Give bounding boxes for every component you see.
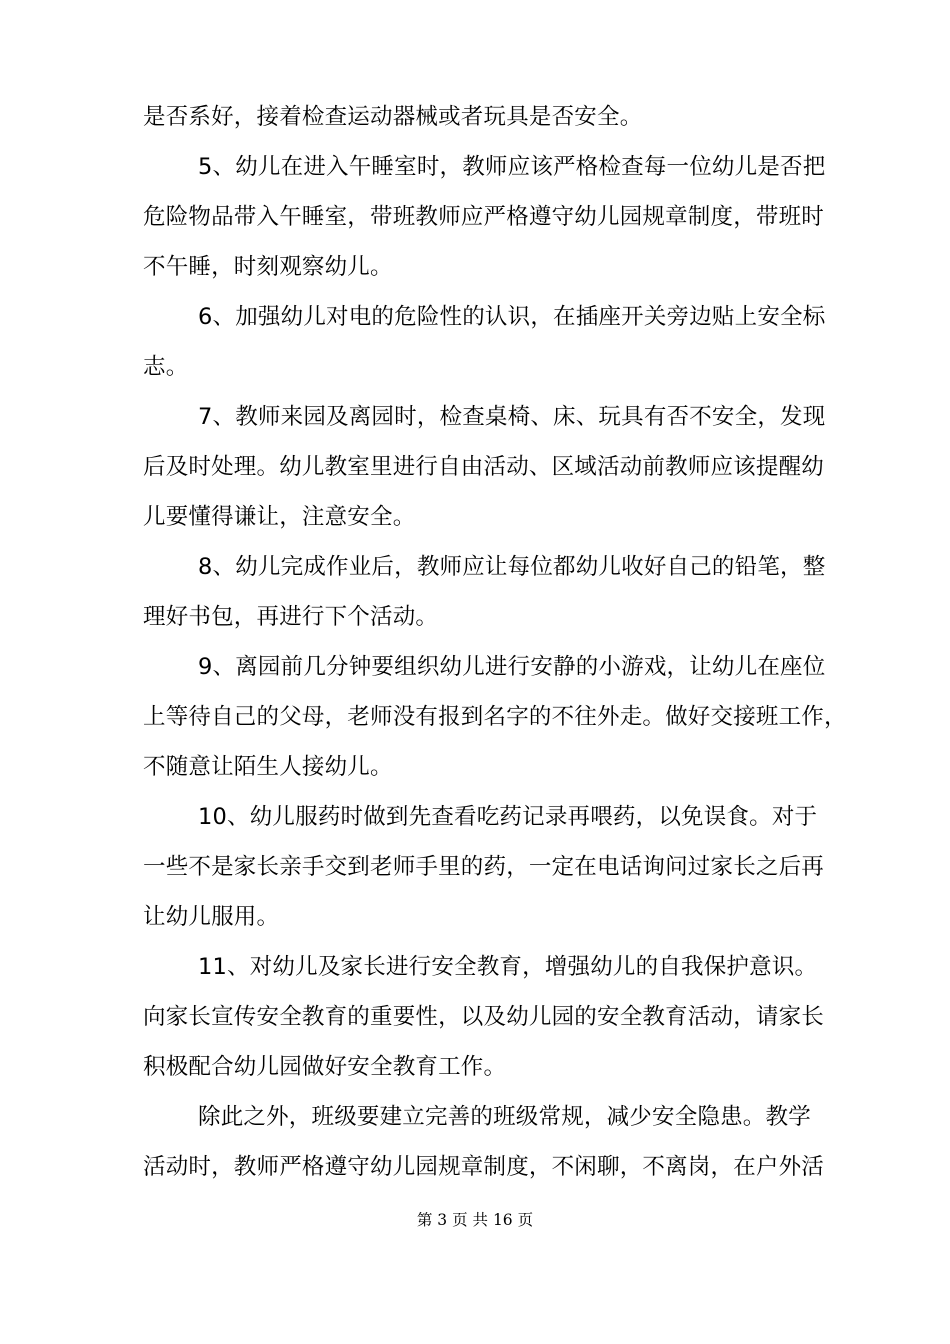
paragraph-5-line: 5、幼儿在进入午睡室时，教师应该严格检查每一位幼儿是否把 <box>198 154 826 180</box>
paragraph-7-line: 7、教师来园及离园时，检查桌椅、床、玩具有否不安全，发现 <box>198 404 826 430</box>
text-line: 向家长宣传安全教育的重要性，以及幼儿园的安全教育活动，请家长 <box>143 1004 825 1030</box>
text-line: 不随意让陌生人接幼儿。 <box>143 754 393 780</box>
paragraph-6-line: 6、加强幼儿对电的危险性的认识，在插座开关旁边贴上安全标 <box>198 304 826 330</box>
text-line: 志。 <box>143 354 189 380</box>
closing-paragraph-line: 除此之外，班级要建立完善的班级常规，减少安全隐患。教学 <box>198 1104 811 1130</box>
text-line: 是否系好，接着检查运动器械或者玩具是否安全。 <box>143 104 643 130</box>
text-line: 让幼儿服用。 <box>143 904 280 930</box>
paragraph-9-line: 9、离园前几分钟要组织幼儿进行安静的小游戏，让幼儿在座位 <box>198 654 826 680</box>
paragraph-11-line: 11、对幼儿及家长进行安全教育，增强幼儿的自我保护意识。 <box>198 954 818 980</box>
text-line: 上等待自己的父母，老师没有报到名字的不往外走。做好交接班工作， <box>143 704 847 730</box>
text-line: 一些不是家长亲手交到老师手里的药，一定在电话询问过家长之后再 <box>143 854 825 880</box>
text-line: 理好书包，再进行下个活动。 <box>143 604 439 630</box>
text-line: 积极配合幼儿园做好安全教育工作。 <box>143 1054 507 1080</box>
page-number-footer: 第 3 页 共 16 页 <box>416 1211 534 1229</box>
text-line: 不午睡，时刻观察幼儿。 <box>143 254 393 280</box>
text-line: 儿要懂得谦让，注意安全。 <box>143 504 416 530</box>
text-line: 危险物品带入午睡室，带班教师应严格遵守幼儿园规章制度，带班时 <box>143 204 825 230</box>
text-line: 后及时处理。幼儿教室里进行自由活动、区域活动前教师应该提醒幼 <box>143 454 825 480</box>
text-line: 活动时，教师严格遵守幼儿园规章制度，不闲聊，不离岗，在户外活 <box>143 1154 825 1180</box>
paragraph-8-line: 8、幼儿完成作业后，教师应让每位都幼儿收好自己的铅笔，整 <box>198 554 826 580</box>
paragraph-10-line: 10、幼儿服药时做到先查看吃药记录再喂药，以免误食。对于 <box>198 804 818 830</box>
